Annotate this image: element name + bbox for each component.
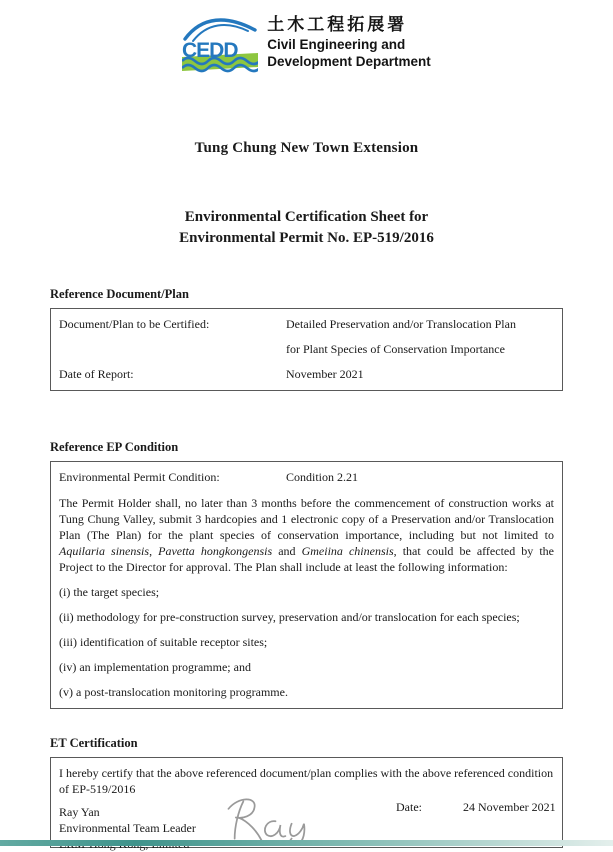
species-name-gmeiina: Gmeiina chinensis [301,544,394,558]
department-name-english-line1: Civil Engineering and [267,37,406,52]
signer-name: Ray Yan [59,805,100,819]
department-name-block [267,14,431,70]
reference-document-heading: Reference Document/Plan [50,287,189,301]
species-name-pavetta: Pavetta hongkongensis [158,544,273,558]
plan-info-item-4: (iv) an implementation programme; and [59,660,251,674]
document-value-continuation-row [59,341,554,357]
date-value: 24 November 2021 [463,800,556,814]
reference-ep-condition-box [50,461,563,709]
permit-condition-row [59,469,554,485]
document-to-be-certified-value-line1: Detailed Preservation and/or Translocation Plan [286,317,516,331]
svg-text:CEDD: CEDD [182,39,238,62]
certification-statement: I hereby certify that the above referenced document/plan complies with the above referenced condition of EP-519/2016 [59,766,554,796]
department-name-chinese: 土木工程拓展署 [267,15,408,34]
et-certification-heading: ET Certification [50,736,138,750]
date-label: Date: [396,800,422,814]
signer-title: Environmental Team Leader [59,821,196,835]
species-name-aquilaria: Aquilaria sinensis [59,544,150,558]
date-of-report-row [59,366,554,382]
signature-handwriting [223,794,328,846]
sheet-title-line1: Environmental Certification Sheet for [184,209,429,225]
document-to-be-certified-row [59,316,554,332]
reference-document-box [50,308,563,391]
et-certification-box [50,757,563,848]
reference-ep-condition-heading: Reference EP Condition [50,440,179,454]
plan-info-item-5: (v) a post-translocation monitoring programme. [59,685,288,699]
department-name-english-line2: Development Department [267,54,431,69]
sheet-title [0,207,613,249]
project-title: Tung Chung New Town Extension [194,140,419,156]
sheet-title-line2: Environmental Permit No. EP-519/2016 [179,230,434,246]
document-to-be-certified-value-line2: for Plant Species of Conservation Importance [286,342,505,356]
footer-color-band [0,840,613,846]
date-of-report-label: Date of Report: [59,367,134,381]
permit-condition-paragraph: The Permit Holder shall, no later than 3 months before the commencement of construction works at Tung Chung Valley, submit 3 hardcopies and 1 electronic copy of a Preservation and/or Translocation Plan (The Plan) for the plant species of conservation importance, including but not limited to Aquilaria sinensis, Pavetta hongkongensis and Gmeiina chinensis, that could be affected by the Project to the Director for approval. The Plan shall include at least the following information: [59,496,554,574]
permit-condition-value: Condition 2.21 [286,470,359,484]
permit-condition-label: Environmental Permit Condition: [59,470,220,484]
plan-info-item-2: (ii) methodology for pre-construction survey, preservation and/or translocation for each species; [59,610,520,624]
plan-info-item-3: (iii) identification of suitable receptor sites; [59,635,268,649]
cedd-logo-icon [182,10,258,74]
date-of-report-value: November 2021 [286,367,364,381]
cedd-logo-header [0,0,613,74]
document-to-be-certified-label: Document/Plan to be Certified: [59,317,210,331]
plan-info-item-1: (i) the target species; [59,585,160,599]
